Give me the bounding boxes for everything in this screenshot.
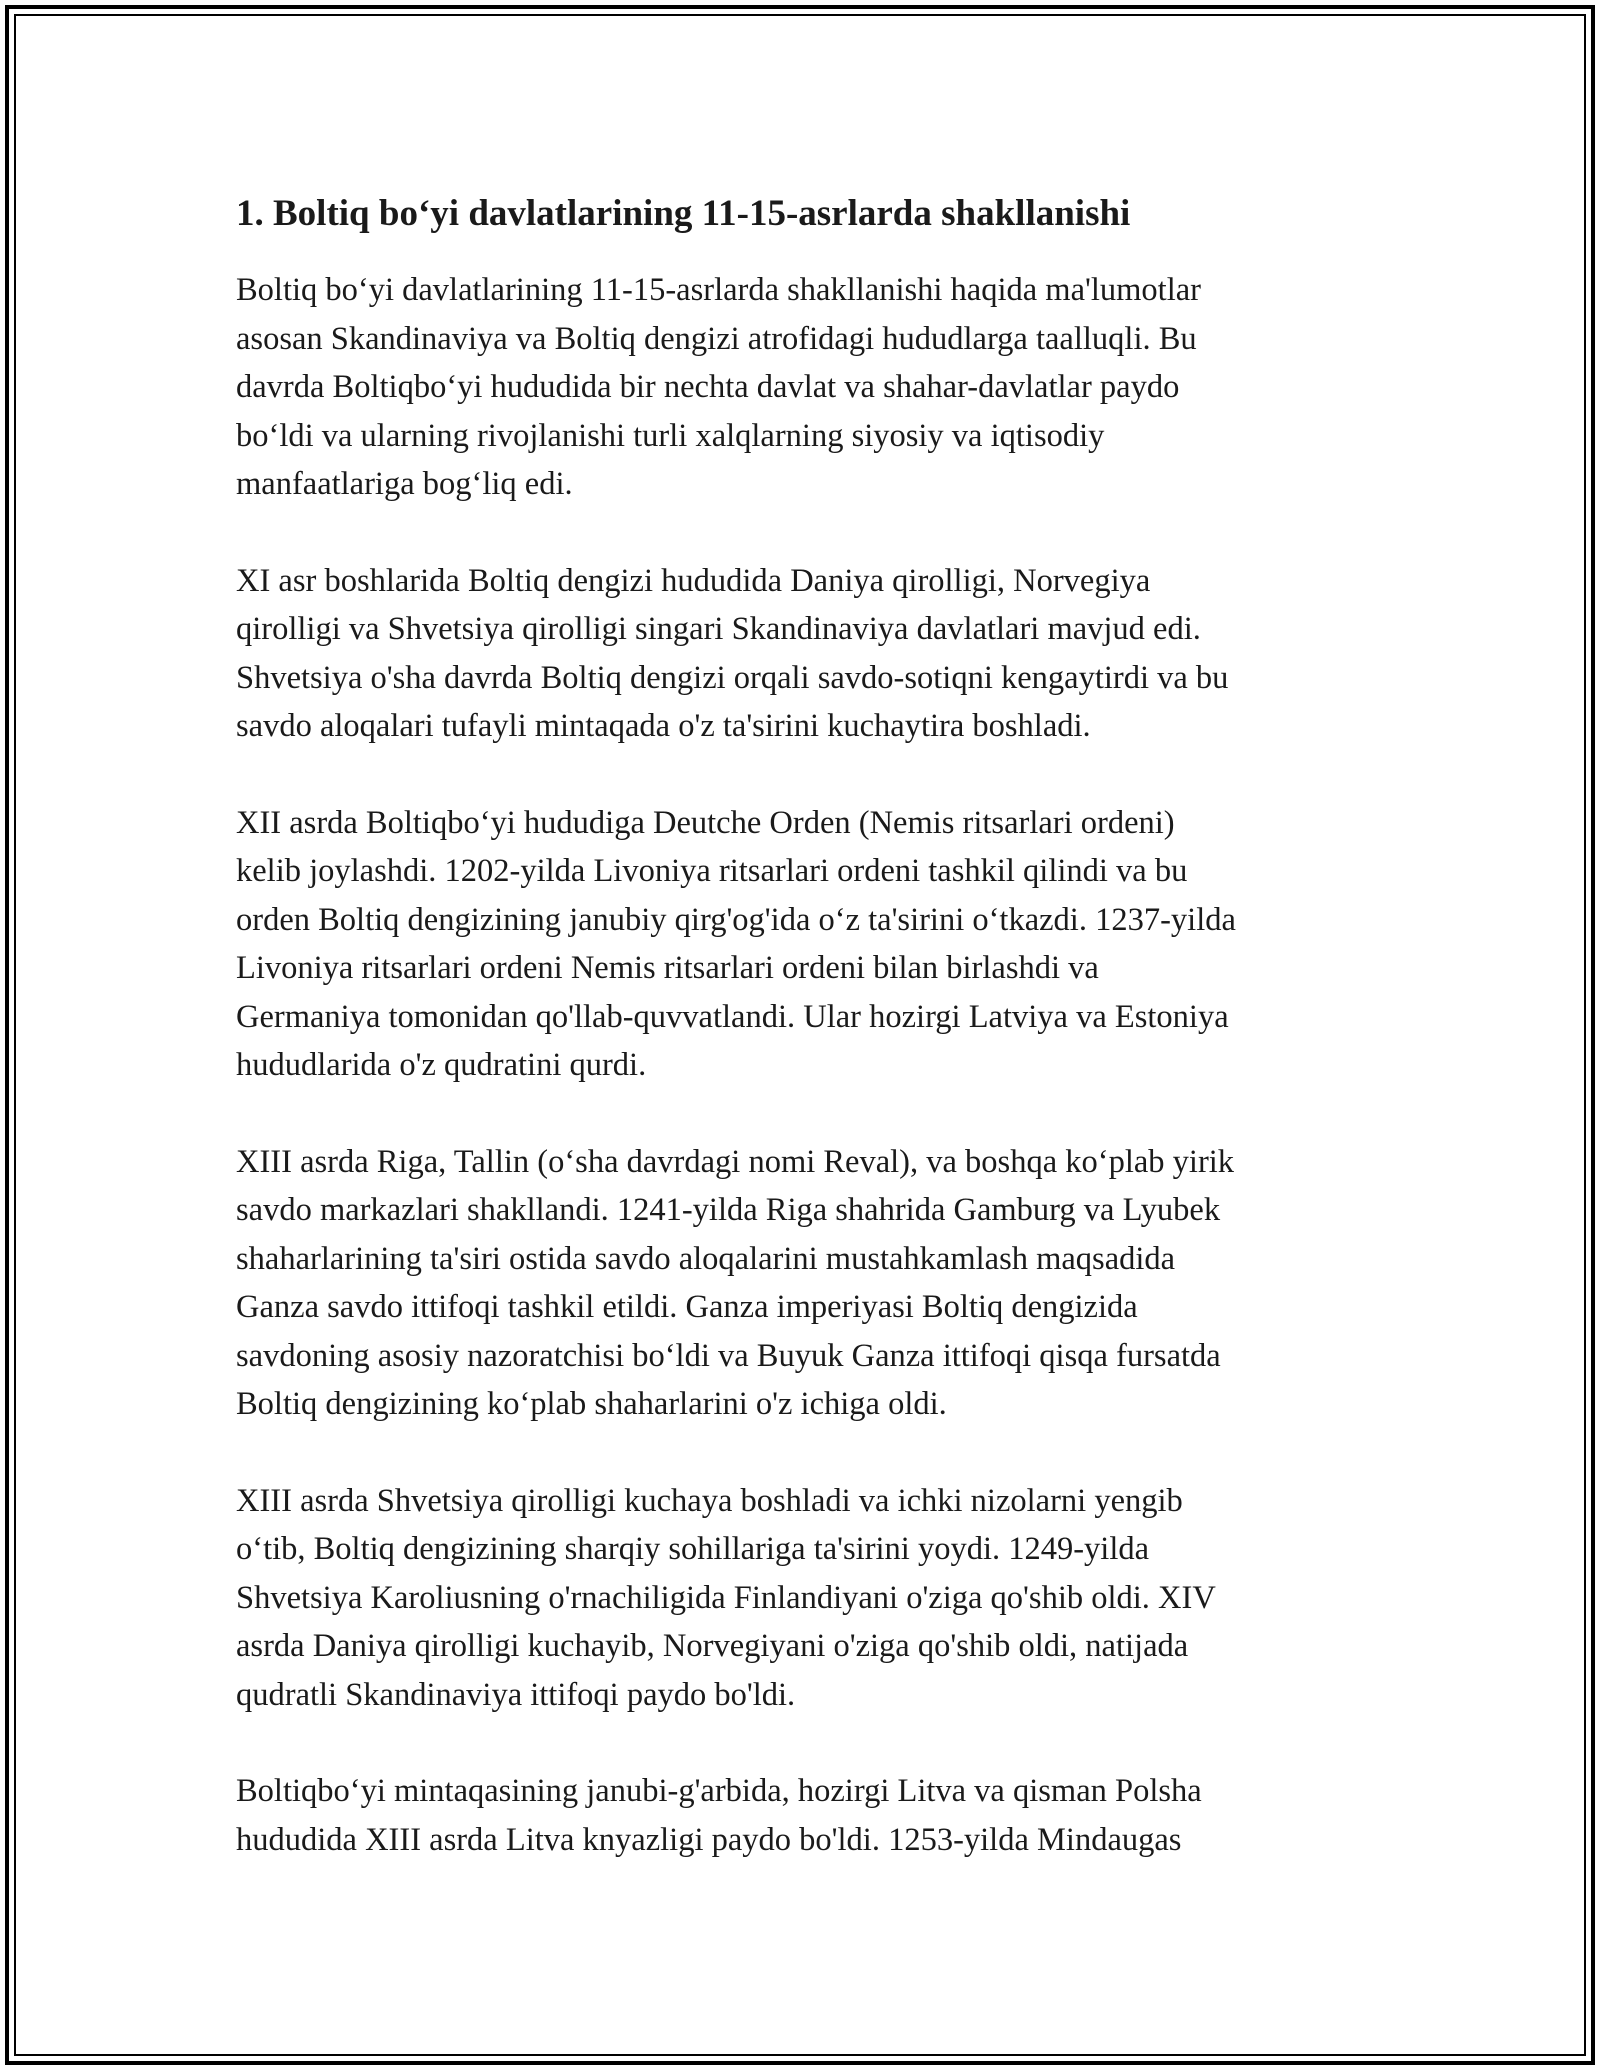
- text-line: hududlarida o'z qudratini qurdi.: [236, 1047, 647, 1083]
- text-line: Ganza savdo ittifoqi tashkil etildi. Ganza imperiyasi Boltiq dengizida: [236, 1289, 1138, 1325]
- text-line: savdoning asosiy nazoratchisi bo‘ldi va Buyuk Ganza ittifoqi qisqa fursatda: [236, 1337, 1221, 1374]
- text-line: shaharlarining ta'siri ostida savdo aloqalarini mustahkamlash maqsadida: [236, 1240, 1176, 1277]
- paragraph-xi-century: [236, 557, 1386, 751]
- text-line: savdo aloqalari tufayli mintaqada o'z ta'sirini kuchaytira boshladi.: [236, 708, 1091, 744]
- text-line: asrda Daniya qirolligi kuchayib, Norvegiyani o'ziga qo'shib oldi, natijada: [236, 1628, 1189, 1664]
- text-line: davrda Boltiqbo‘yi hududida bir nechta davlat va shahar-davlatlar paydo: [236, 369, 1180, 405]
- text-line: kelib joylashdi. 1202-yilda Livoniya ritsarlari ordeni tashkil qilindi va bu: [236, 853, 1188, 889]
- text-line: XIII asrda Riga, Tallin (o‘sha davrdagi nomi Reval), va boshqa ko‘plab yirik: [236, 1143, 1235, 1180]
- text-line: bo‘ldi va ularning rivojlanishi turli xalqlarning siyosiy va iqtisodiy: [236, 417, 1105, 454]
- text-line: XI asr boshlarida Boltiq dengizi hududida Daniya qirolligi, Norvegiya: [236, 562, 1151, 599]
- paragraph-lithuania: [236, 1767, 1386, 1864]
- document-body: [236, 190, 1386, 1912]
- text-line: o‘tib, Boltiq dengizining sharqiy sohillariga ta'sirini yoydi. 1249-yilda: [236, 1531, 1150, 1567]
- text-line: XIII asrda Shvetsiya qirolligi kuchaya boshladi va ichki nizolarni yengib: [236, 1482, 1183, 1519]
- text-line: savdo markazlari shakllandi. 1241-yilda Riga shahrida Gamburg va Lyubek: [236, 1192, 1221, 1228]
- paragraph-intro: [236, 266, 1386, 509]
- text-line: Germaniya tomonidan qo'llab-quvvatlandi. Ular hozirgi Latviya va Estoniya: [236, 998, 1229, 1035]
- text-line: Boltiq dengizining ko‘plab shaharlarini o'z ichiga oldi.: [236, 1386, 947, 1422]
- text-line: orden Boltiq dengizining janubiy qirg'og'ida o‘z ta'sirini o‘tkazdi. 1237-yilda: [236, 901, 1236, 938]
- text-line: Shvetsiya Karoliusning o'rnachiligida Finlandiyani o'ziga qo'shib oldi. XIV: [236, 1579, 1216, 1616]
- text-line: XII asrda Boltiqbo‘yi hududiga Deutche Orden (Nemis ritsarlari ordeni): [236, 804, 1175, 841]
- text-line: Livoniya ritsarlari ordeni Nemis ritsarlari ordeni bilan birlashdi va: [236, 950, 1099, 986]
- paragraph-xiii-century-sweden: [236, 1477, 1386, 1720]
- paragraph-xiii-century-trade: [236, 1138, 1386, 1429]
- text-line: hududida XIII asrda Litva knyazligi paydo bo'ldi. 1253-yilda Mindaugas: [236, 1821, 1182, 1858]
- text-line: manfaatlariga bog‘liq edi.: [236, 466, 573, 502]
- text-line: asosan Skandinaviya va Boltiq dengizi atrofidagi hududlarga taalluqli. Bu: [236, 320, 1197, 357]
- text-line: qudratli Skandinaviya ittifoqi paydo bo'ldi.: [236, 1676, 796, 1713]
- text-line: qirolligi va Shvetsiya qirolligi singari Skandinaviya davlatlari mavjud edi.: [236, 611, 1201, 647]
- document-title: 1. Boltiq bo‘yi davlatlarining 11-15-asrlarda shakllanishi: [236, 193, 1131, 234]
- paragraph-xii-century: [236, 799, 1386, 1090]
- text-line: Boltiqbo‘yi mintaqasining janubi-g'arbida, hozirgi Litva va qisman Polsha: [236, 1773, 1202, 1809]
- text-line: Shvetsiya o'sha davrda Boltiq dengizi orqali savdo-sotiqni kengaytirdi va bu: [236, 659, 1229, 696]
- text-line: Boltiq bo‘yi davlatlarining 11-15-asrlarda shakllanishi haqida ma'lumotlar: [236, 272, 1201, 308]
